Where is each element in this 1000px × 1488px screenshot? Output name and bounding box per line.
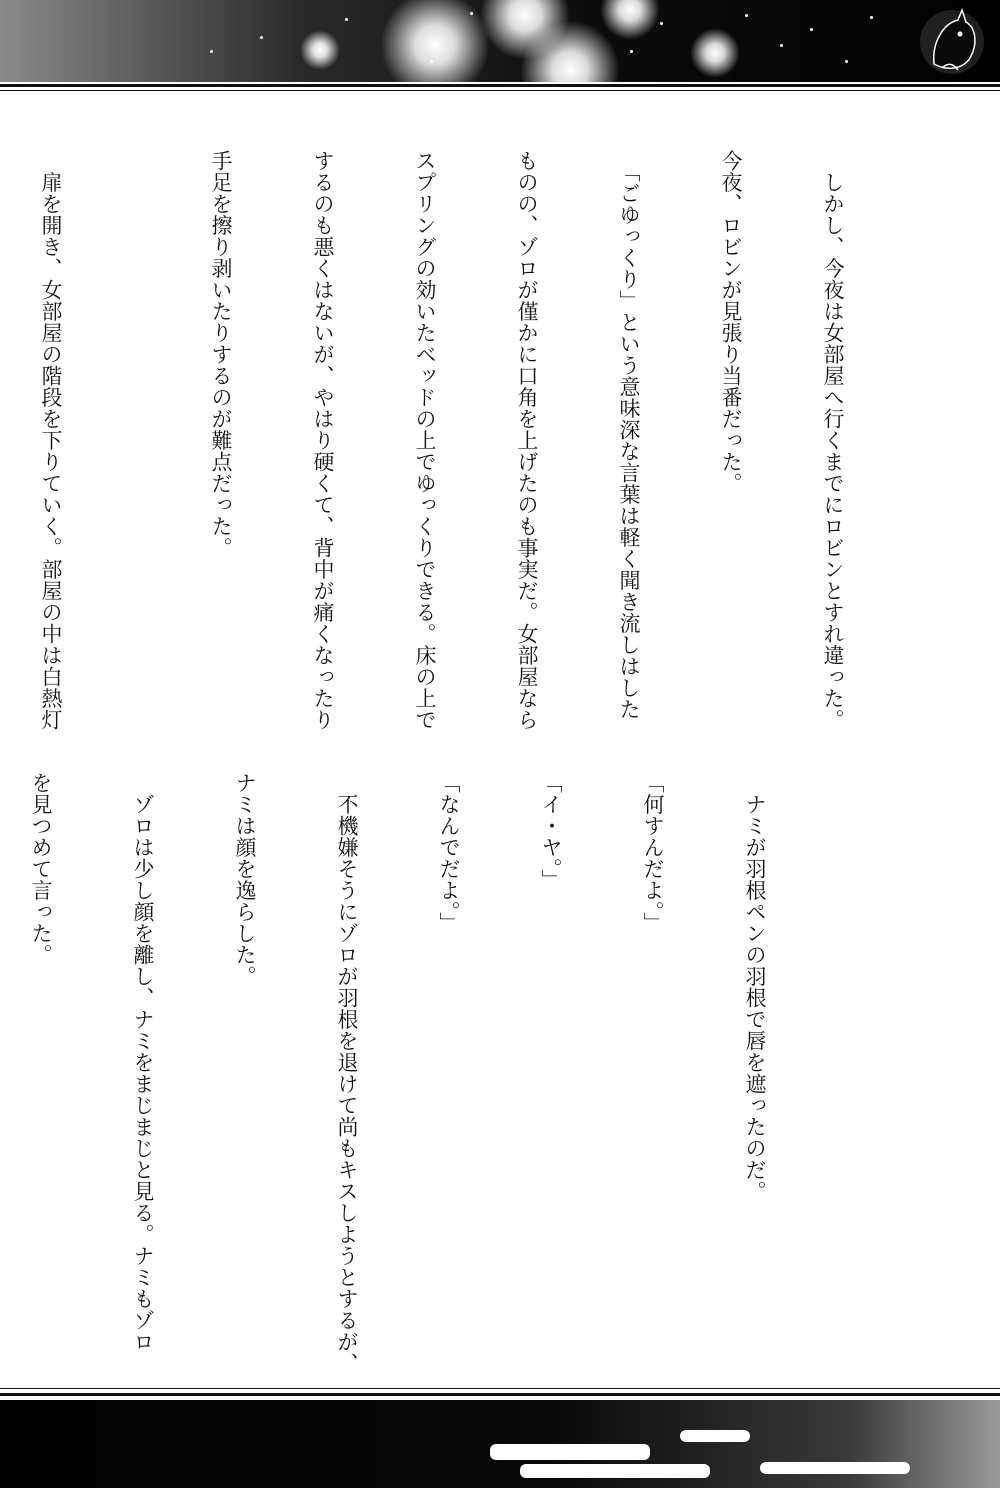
top-text-column: [0, 150, 918, 740]
top-rule-thick: [0, 84, 1000, 87]
bottom-rule-thick: [0, 1393, 1000, 1396]
text-line: を見つめて言った。: [29, 772, 53, 966]
cloud-shape: [490, 1444, 650, 1460]
bottom-rule-thin: [0, 1388, 1000, 1389]
text-line: 「何すんだよ。」: [641, 772, 665, 934]
text-line: 「イ・ヤ。」: [539, 772, 563, 891]
top-rule-thin: [0, 90, 1000, 91]
cloud-shape: [520, 1464, 710, 1478]
text-line: 不機嫌そうにゾロが羽根を退けて尚もキスしようとするが、: [335, 772, 359, 1374]
text-line: スプリングの効いたベッドの上でゆっくりできる。床の上で: [413, 150, 437, 731]
text-line: ナミが羽根ペンの羽根で唇を遮ったのだ。: [743, 772, 767, 1202]
text-line: 扉を開き、女部屋の階段を下りていく。部屋の中は白熱灯: [39, 150, 63, 731]
crescent-moon-icon: [700, 1408, 780, 1488]
top-starry-banner: [0, 0, 1000, 82]
text-line: 「なんでだよ。」: [437, 772, 461, 934]
bottom-text-column: [0, 772, 840, 1374]
cloud-shape: [760, 1462, 910, 1474]
text-line: 「ごゆっくり」という意味深な言葉は軽く聞き流しはした: [617, 150, 641, 720]
text-line: ものの、ゾロが僅かに口角を上げたのも事実だ。女部屋なら: [515, 150, 539, 731]
text-line: しかし、今夜は女部屋へ行くまでにロビンとすれ違った。: [821, 150, 845, 731]
bottom-night-banner: [0, 1400, 1000, 1488]
text-line: するのも悪くはないが、やはり硬くて、背中が痛くなったり: [311, 150, 335, 731]
text-line: ゾロは少し顔を離し、ナミをまじまじと見る。ナミもゾロ: [131, 772, 155, 1353]
text-line: 手足を擦り剥いたりするのが難点だった。: [209, 150, 233, 559]
text-line: ナミは顔を逸らした。: [233, 772, 257, 987]
text-line: 今夜、ロビンが見張り当番だった。: [719, 150, 743, 494]
cat-silhouette-icon: [918, 4, 986, 78]
